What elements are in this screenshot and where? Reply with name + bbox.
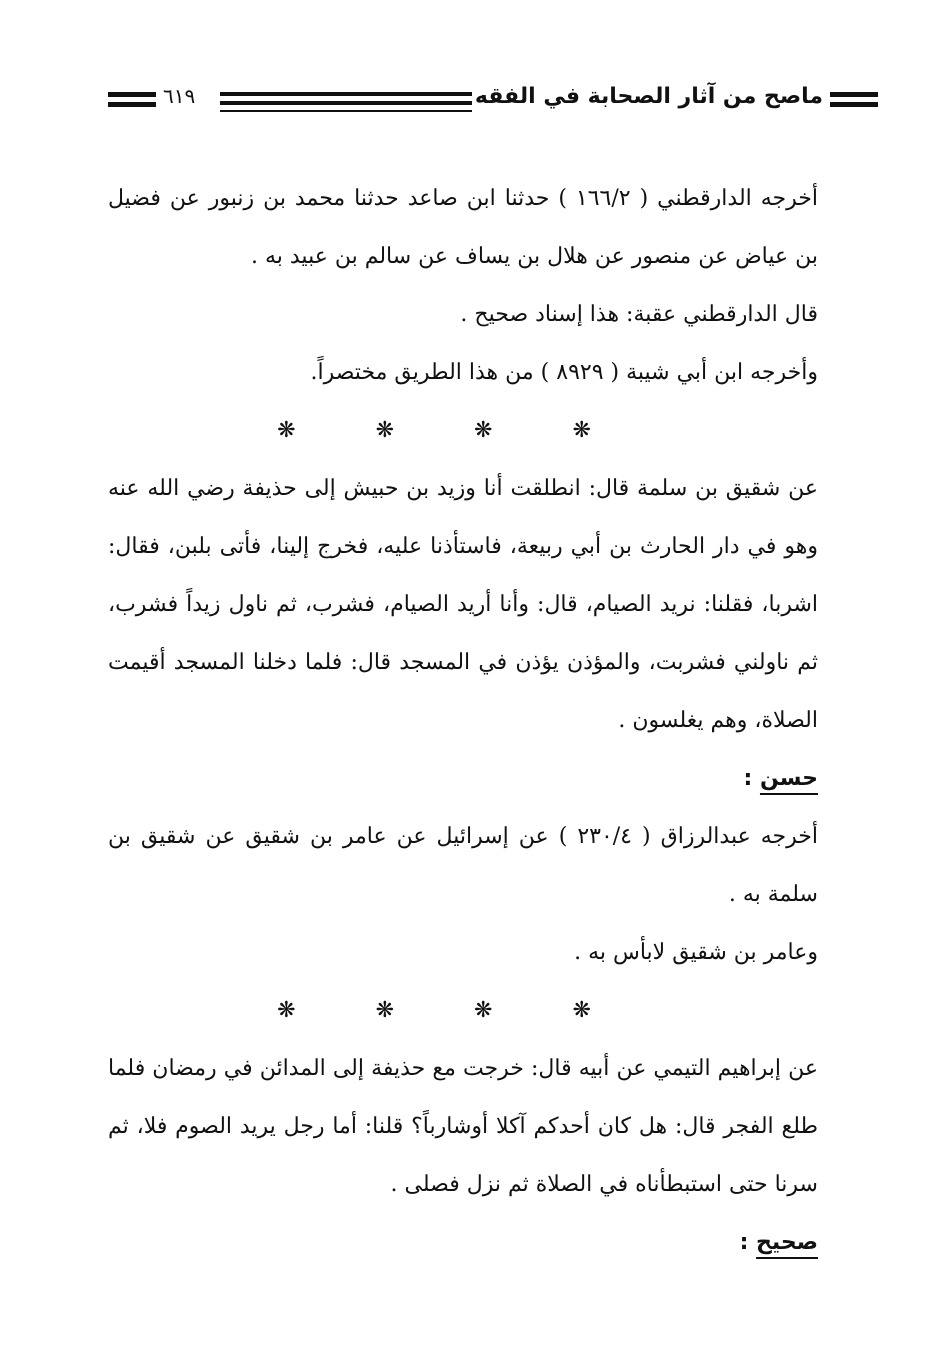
separator-star: ❋	[572, 998, 631, 1023]
header-rule-middle-1	[220, 92, 472, 96]
paragraph-ibn-abi-shayba: وأخرجه ابن أبي شيبة ( ٨٩٢٩ ) من هذا الطريق مختصراً.	[310, 360, 818, 385]
paragraph-amir-comment: وعامر بن شقيق لابأس به .	[574, 940, 818, 965]
separator-star: ❋	[375, 418, 434, 443]
paragraph-shaqiq-narration: عن شقيق بن سلمة قال: انطلقت أنا وزيد بن حبيش إلى حذيفة رضي الله عنه وهو في دار الحارث بن أبي ربيعة، فاستأذنا عليه، فخرج إلينا، فأتى بلبن، فقال: اشربا، فقلنا: نريد الصيام، قال: وأنا أريد الصيام، فشرب، ثم ناول زيداً فشرب، ثم ناولني فشربت، والمؤذن يؤذن في المسجد قال: فلما دخلنا المسجد أقيمت الصلاة، وهم يغلسون .	[108, 476, 818, 733]
verdict-hasan	[108, 750, 860, 808]
page-header	[108, 82, 878, 122]
verdict-colon: :	[743, 766, 753, 791]
header-rule-left-2	[108, 102, 156, 107]
paragraph-takhrij-daraqutni: أخرجه الدارقطني ( ١٦٦/٢ ) حدثنا ابن صاعد حدثنا محمد بن زنبور عن فضيل بن عياض عن منصور عن هلال بن يساف عن سالم بن عبيد به .	[108, 186, 818, 269]
separator-star: ❋	[375, 998, 434, 1023]
header-rule-right-2	[830, 102, 878, 107]
paragraph-daraqutni-comment: قال الدارقطني عقبة: هذا إسناد صحيح .	[460, 302, 818, 327]
header-rule-middle-2	[220, 101, 472, 105]
paragraph-ibrahim-taymi: عن إبراهيم التيمي عن أبيه قال: خرجت مع حذيفة إلى المدائن في رمضان فلما طلع الفجر قال: هل كان أحدكم آكلا أوشارباً؟ قلنا: أما رجل يريد الصوم فلا، ثم سرنا حتى استبطأناه في الصلاة ثم نزل فصلى .	[108, 1056, 818, 1197]
page-body	[108, 170, 860, 1272]
separator-star: ❋	[277, 998, 336, 1023]
separator-star: ❋	[474, 418, 533, 443]
page-number: ٦١٩	[163, 84, 196, 108]
verdict-sahih-label: صحيح	[756, 1230, 818, 1255]
separator-star: ❋	[474, 998, 533, 1023]
separator-star: ❋	[572, 418, 631, 443]
separator-star: ❋	[277, 418, 336, 443]
verdict-sahih	[108, 1214, 860, 1272]
verdict-colon: :	[739, 1230, 749, 1255]
section-separator-1	[108, 402, 860, 460]
header-rule-middle-3	[220, 110, 472, 112]
header-rule-right-1	[830, 92, 878, 97]
paragraph-abdurrazzaq: أخرجه عبدالرزاق ( ٢٣٠/٤ ) عن إسرائيل عن عامر بن شقيق عن شقيق بن سلمة به .	[108, 824, 818, 907]
section-separator-2	[108, 982, 860, 1040]
verdict-hasan-label: حسن	[759, 766, 818, 791]
header-rule-left-1	[108, 92, 156, 97]
running-title: ماصح من آثار الصحابة في الفقه	[474, 84, 823, 109]
